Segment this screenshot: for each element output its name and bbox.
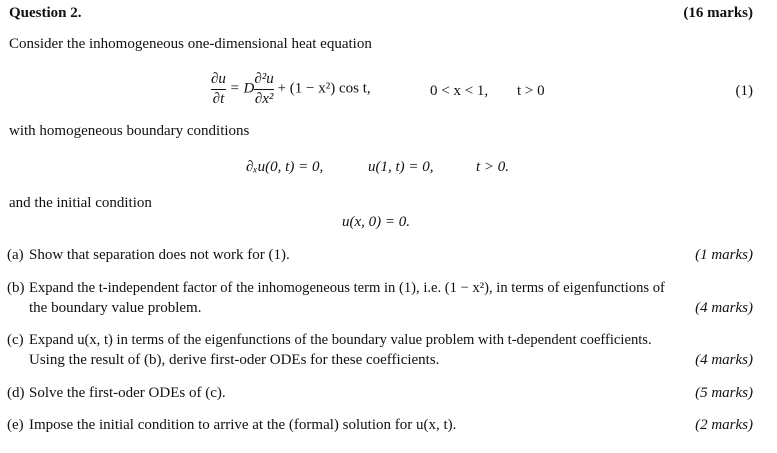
part-d-marks: (5 marks): [695, 385, 753, 401]
source-term: + (1 − x²) cos t,: [277, 80, 371, 97]
lhs-numerator: ∂u: [211, 71, 226, 87]
part-b-label: (b): [7, 280, 25, 296]
equation-number: (1): [735, 83, 753, 99]
part-b-line1: Expand the t-independent factor of the inhomogeneous term in (1), i.e. (1 − x²), in terms of eigenfunctions of: [29, 280, 665, 296]
bc-intro-text: with homogeneous boundary conditions: [9, 123, 250, 139]
part-e-label: (e): [7, 417, 24, 433]
bc-time: t > 0.: [476, 159, 510, 175]
part-d-text: Solve the first-oder ODEs of (c).: [29, 385, 226, 401]
part-c-marks: (4 marks): [695, 352, 753, 368]
part-b-marks: (4 marks): [695, 300, 753, 316]
intro-text: Consider the inhomogeneous one-dimensional heat equation: [9, 36, 372, 52]
ic-intro-text: and the initial condition: [9, 195, 152, 211]
rhs-fraction: [254, 71, 273, 107]
lhs-denominator: ∂t: [212, 90, 225, 107]
part-a-marks: (1 marks): [695, 247, 753, 263]
lhs-fraction: [211, 71, 226, 107]
question-title: Question 2.: [9, 5, 82, 21]
part-e-text: Impose the initial condition to arrive at the (formal) solution for u(x, t).: [29, 417, 457, 433]
rhs-denominator: ∂x²: [254, 90, 274, 107]
part-c-line1: Expand u(x, t) in terms of the eigenfunctions of the boundary value problem with t-dependent coefficients.: [29, 332, 652, 348]
domain-t: t > 0: [517, 83, 545, 99]
initial-condition: u(x, 0) = 0.: [342, 214, 411, 230]
part-c-label: (c): [7, 332, 24, 348]
part-e-marks: (2 marks): [695, 417, 753, 433]
heat-equation: [211, 71, 371, 107]
part-a-label: (a): [7, 247, 24, 263]
total-marks: (16 marks): [683, 5, 753, 21]
bc-left: ∂ₓu(0, t) = 0,: [246, 159, 324, 175]
bc-right: u(1, t) = 0,: [368, 159, 434, 175]
part-c-line2: Using the result of (b), derive first-oder ODEs for these coefficients.: [29, 352, 440, 368]
part-d-label: (d): [7, 385, 25, 401]
part-b-line2: the boundary value problem.: [29, 300, 202, 316]
rhs-numerator: ∂²u: [254, 71, 274, 87]
domain-x: 0 < x < 1,: [430, 83, 489, 99]
equals-D: = D: [229, 80, 255, 97]
part-a-text: Show that separation does not work for (1).: [29, 247, 290, 263]
